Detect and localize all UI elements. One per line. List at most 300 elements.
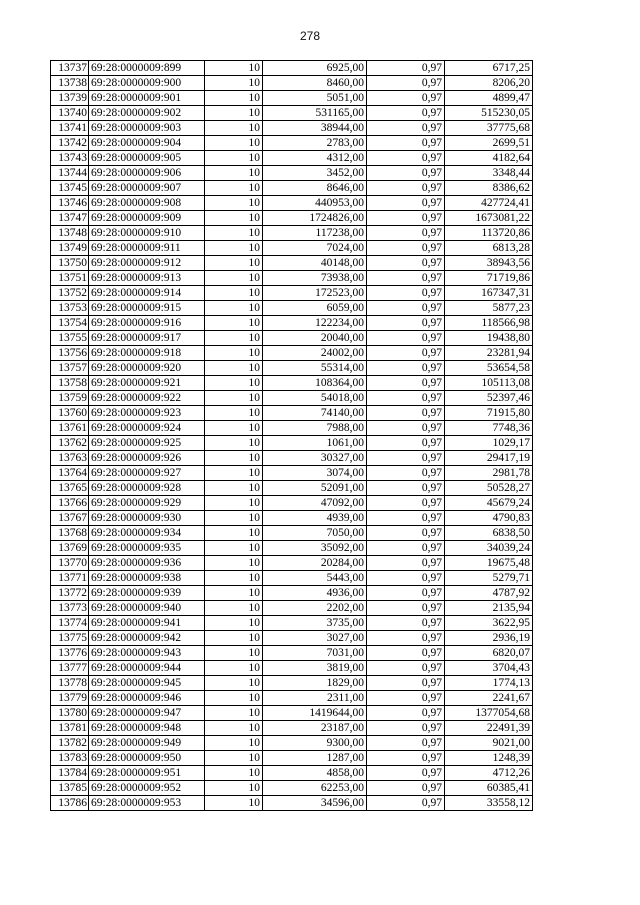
factor-cell: 0,97 <box>367 241 445 256</box>
table-row <box>51 421 533 436</box>
factor-cell: 0,97 <box>367 76 445 91</box>
result-cell: 19438,80 <box>445 331 533 346</box>
cadastral-number-cell: 69:28:0000009:948 <box>89 721 205 736</box>
result-cell: 34039,24 <box>445 541 533 556</box>
row-number-cell: 13759 <box>51 391 89 406</box>
cadastral-number-cell: 69:28:0000009:952 <box>89 781 205 796</box>
coefficient-cell: 10 <box>205 601 263 616</box>
result-cell: 23281,94 <box>445 346 533 361</box>
table-row <box>51 436 533 451</box>
result-cell: 71915,80 <box>445 406 533 421</box>
table-row <box>51 406 533 421</box>
table-row <box>51 181 533 196</box>
result-cell: 37775,68 <box>445 121 533 136</box>
table-row <box>51 796 533 811</box>
table-row <box>51 781 533 796</box>
factor-cell: 0,97 <box>367 676 445 691</box>
cadastral-number-cell: 69:28:0000009:934 <box>89 526 205 541</box>
factor-cell: 0,97 <box>367 406 445 421</box>
factor-cell: 0,97 <box>367 226 445 241</box>
value-cell: 5051,00 <box>263 91 367 106</box>
cadastral-number-cell: 69:28:0000009:927 <box>89 466 205 481</box>
factor-cell: 0,97 <box>367 181 445 196</box>
factor-cell: 0,97 <box>367 616 445 631</box>
table-row <box>51 466 533 481</box>
page-number: 278 <box>299 29 321 43</box>
result-cell: 38943,56 <box>445 256 533 271</box>
factor-cell: 0,97 <box>367 661 445 676</box>
row-number-cell: 13737 <box>51 61 89 76</box>
row-number-cell: 13765 <box>51 481 89 496</box>
cadastral-number-cell: 69:28:0000009:914 <box>89 286 205 301</box>
value-cell: 30327,00 <box>263 451 367 466</box>
coefficient-cell: 10 <box>205 526 263 541</box>
row-number-cell: 13744 <box>51 166 89 181</box>
value-cell: 52091,00 <box>263 481 367 496</box>
factor-cell: 0,97 <box>367 541 445 556</box>
table-row <box>51 721 533 736</box>
value-cell: 172523,00 <box>263 286 367 301</box>
table-row <box>51 376 533 391</box>
cadastral-number-cell: 69:28:0000009:901 <box>89 91 205 106</box>
result-cell: 5877,23 <box>445 301 533 316</box>
coefficient-cell: 10 <box>205 301 263 316</box>
row-number-cell: 13738 <box>51 76 89 91</box>
factor-cell: 0,97 <box>367 571 445 586</box>
coefficient-cell: 10 <box>205 271 263 286</box>
factor-cell: 0,97 <box>367 211 445 226</box>
table-row <box>51 301 533 316</box>
coefficient-cell: 10 <box>205 346 263 361</box>
value-cell: 8460,00 <box>263 76 367 91</box>
value-cell: 24002,00 <box>263 346 367 361</box>
coefficient-cell: 10 <box>205 376 263 391</box>
coefficient-cell: 10 <box>205 466 263 481</box>
row-number-cell: 13786 <box>51 796 89 811</box>
value-cell: 2311,00 <box>263 691 367 706</box>
table-row <box>51 76 533 91</box>
row-number-cell: 13756 <box>51 346 89 361</box>
value-cell: 9300,00 <box>263 736 367 751</box>
table-row <box>51 766 533 781</box>
coefficient-cell: 10 <box>205 121 263 136</box>
row-number-cell: 13754 <box>51 316 89 331</box>
factor-cell: 0,97 <box>367 361 445 376</box>
cadastral-number-cell: 69:28:0000009:911 <box>89 241 205 256</box>
row-number-cell: 13757 <box>51 361 89 376</box>
row-number-cell: 13750 <box>51 256 89 271</box>
value-cell: 1419644,00 <box>263 706 367 721</box>
cadastral-table <box>50 60 533 811</box>
value-cell: 2202,00 <box>263 601 367 616</box>
row-number-cell: 13746 <box>51 196 89 211</box>
result-cell: 3348,44 <box>445 166 533 181</box>
factor-cell: 0,97 <box>367 601 445 616</box>
row-number-cell: 13782 <box>51 736 89 751</box>
row-number-cell: 13775 <box>51 631 89 646</box>
coefficient-cell: 10 <box>205 586 263 601</box>
table-row <box>51 151 533 166</box>
row-number-cell: 13753 <box>51 301 89 316</box>
factor-cell: 0,97 <box>367 631 445 646</box>
result-cell: 60385,41 <box>445 781 533 796</box>
value-cell: 8646,00 <box>263 181 367 196</box>
table-row <box>51 211 533 226</box>
cadastral-number-cell: 69:28:0000009:925 <box>89 436 205 451</box>
row-number-cell: 13766 <box>51 496 89 511</box>
value-cell: 6925,00 <box>263 61 367 76</box>
value-cell: 5443,00 <box>263 571 367 586</box>
factor-cell: 0,97 <box>367 721 445 736</box>
row-number-cell: 13761 <box>51 421 89 436</box>
table-row <box>51 166 533 181</box>
table-row <box>51 316 533 331</box>
value-cell: 108364,00 <box>263 376 367 391</box>
row-number-cell: 13767 <box>51 511 89 526</box>
coefficient-cell: 10 <box>205 106 263 121</box>
result-cell: 2241,67 <box>445 691 533 706</box>
value-cell: 74140,00 <box>263 406 367 421</box>
row-number-cell: 13748 <box>51 226 89 241</box>
result-cell: 8206,20 <box>445 76 533 91</box>
factor-cell: 0,97 <box>367 481 445 496</box>
table-row <box>51 661 533 676</box>
table-row <box>51 331 533 346</box>
cadastral-number-cell: 69:28:0000009:909 <box>89 211 205 226</box>
table-row <box>51 256 533 271</box>
value-cell: 1061,00 <box>263 436 367 451</box>
cadastral-number-cell: 69:28:0000009:940 <box>89 601 205 616</box>
result-cell: 71719,86 <box>445 271 533 286</box>
cadastral-number-cell: 69:28:0000009:926 <box>89 451 205 466</box>
value-cell: 23187,00 <box>263 721 367 736</box>
table-row <box>51 451 533 466</box>
factor-cell: 0,97 <box>367 796 445 811</box>
result-cell: 118566,98 <box>445 316 533 331</box>
value-cell: 440953,00 <box>263 196 367 211</box>
cadastral-number-cell: 69:28:0000009:906 <box>89 166 205 181</box>
coefficient-cell: 10 <box>205 226 263 241</box>
coefficient-cell: 10 <box>205 421 263 436</box>
result-cell: 33558,12 <box>445 796 533 811</box>
factor-cell: 0,97 <box>367 706 445 721</box>
table-row <box>51 226 533 241</box>
factor-cell: 0,97 <box>367 466 445 481</box>
result-cell: 4182,64 <box>445 151 533 166</box>
row-number-cell: 13773 <box>51 601 89 616</box>
row-number-cell: 13768 <box>51 526 89 541</box>
factor-cell: 0,97 <box>367 121 445 136</box>
value-cell: 73938,00 <box>263 271 367 286</box>
row-number-cell: 13778 <box>51 676 89 691</box>
coefficient-cell: 10 <box>205 406 263 421</box>
factor-cell: 0,97 <box>367 91 445 106</box>
result-cell: 4899,47 <box>445 91 533 106</box>
coefficient-cell: 10 <box>205 616 263 631</box>
value-cell: 1724826,00 <box>263 211 367 226</box>
table-row <box>51 736 533 751</box>
row-number-cell: 13769 <box>51 541 89 556</box>
factor-cell: 0,97 <box>367 496 445 511</box>
result-cell: 3704,43 <box>445 661 533 676</box>
row-number-cell: 13740 <box>51 106 89 121</box>
coefficient-cell: 10 <box>205 556 263 571</box>
value-cell: 4936,00 <box>263 586 367 601</box>
factor-cell: 0,97 <box>367 106 445 121</box>
row-number-cell: 13755 <box>51 331 89 346</box>
result-cell: 4712,26 <box>445 766 533 781</box>
value-cell: 7031,00 <box>263 646 367 661</box>
table-row <box>51 196 533 211</box>
row-number-cell: 13760 <box>51 406 89 421</box>
value-cell: 3735,00 <box>263 616 367 631</box>
table-row <box>51 511 533 526</box>
row-number-cell: 13763 <box>51 451 89 466</box>
result-cell: 52397,46 <box>445 391 533 406</box>
value-cell: 55314,00 <box>263 361 367 376</box>
result-cell: 2699,51 <box>445 136 533 151</box>
table-body <box>51 61 533 811</box>
coefficient-cell: 10 <box>205 631 263 646</box>
coefficient-cell: 10 <box>205 571 263 586</box>
result-cell: 1248,39 <box>445 751 533 766</box>
coefficient-cell: 10 <box>205 691 263 706</box>
result-cell: 5279,71 <box>445 571 533 586</box>
factor-cell: 0,97 <box>367 766 445 781</box>
table-row <box>51 391 533 406</box>
value-cell: 7024,00 <box>263 241 367 256</box>
coefficient-cell: 10 <box>205 61 263 76</box>
result-cell: 53654,58 <box>445 361 533 376</box>
result-cell: 29417,19 <box>445 451 533 466</box>
row-number-cell: 13751 <box>51 271 89 286</box>
factor-cell: 0,97 <box>367 646 445 661</box>
result-cell: 6820,07 <box>445 646 533 661</box>
value-cell: 20040,00 <box>263 331 367 346</box>
cadastral-number-cell: 69:28:0000009:907 <box>89 181 205 196</box>
cadastral-number-cell: 69:28:0000009:929 <box>89 496 205 511</box>
result-cell: 6813,28 <box>445 241 533 256</box>
result-cell: 515230,05 <box>445 106 533 121</box>
value-cell: 3027,00 <box>263 631 367 646</box>
factor-cell: 0,97 <box>367 346 445 361</box>
cadastral-number-cell: 69:28:0000009:920 <box>89 361 205 376</box>
result-cell: 8386,62 <box>445 181 533 196</box>
value-cell: 531165,00 <box>263 106 367 121</box>
row-number-cell: 13764 <box>51 466 89 481</box>
row-number-cell: 13758 <box>51 376 89 391</box>
result-cell: 19675,48 <box>445 556 533 571</box>
row-number-cell: 13784 <box>51 766 89 781</box>
row-number-cell: 13781 <box>51 721 89 736</box>
factor-cell: 0,97 <box>367 436 445 451</box>
coefficient-cell: 10 <box>205 721 263 736</box>
coefficient-cell: 10 <box>205 766 263 781</box>
value-cell: 62253,00 <box>263 781 367 796</box>
result-cell: 167347,31 <box>445 286 533 301</box>
factor-cell: 0,97 <box>367 286 445 301</box>
row-number-cell: 13770 <box>51 556 89 571</box>
factor-cell: 0,97 <box>367 136 445 151</box>
result-cell: 105113,08 <box>445 376 533 391</box>
value-cell: 4312,00 <box>263 151 367 166</box>
coefficient-cell: 10 <box>205 751 263 766</box>
coefficient-cell: 10 <box>205 541 263 556</box>
cadastral-number-cell: 69:28:0000009:945 <box>89 676 205 691</box>
factor-cell: 0,97 <box>367 61 445 76</box>
cadastral-number-cell: 69:28:0000009:923 <box>89 406 205 421</box>
value-cell: 47092,00 <box>263 496 367 511</box>
coefficient-cell: 10 <box>205 316 263 331</box>
cadastral-number-cell: 69:28:0000009:944 <box>89 661 205 676</box>
coefficient-cell: 10 <box>205 151 263 166</box>
coefficient-cell: 10 <box>205 646 263 661</box>
cadastral-number-cell: 69:28:0000009:899 <box>89 61 205 76</box>
result-cell: 3622,95 <box>445 616 533 631</box>
table-row <box>51 751 533 766</box>
coefficient-cell: 10 <box>205 76 263 91</box>
table-row <box>51 556 533 571</box>
coefficient-cell: 10 <box>205 286 263 301</box>
result-cell: 1673081,22 <box>445 211 533 226</box>
value-cell: 2783,00 <box>263 136 367 151</box>
table-row <box>51 106 533 121</box>
cadastral-number-cell: 69:28:0000009:939 <box>89 586 205 601</box>
factor-cell: 0,97 <box>367 556 445 571</box>
coefficient-cell: 10 <box>205 91 263 106</box>
coefficient-cell: 10 <box>205 331 263 346</box>
table-row <box>51 571 533 586</box>
result-cell: 7748,36 <box>445 421 533 436</box>
table-row <box>51 526 533 541</box>
cadastral-number-cell: 69:28:0000009:947 <box>89 706 205 721</box>
result-cell: 427724,41 <box>445 196 533 211</box>
table-row <box>51 616 533 631</box>
cadastral-number-cell: 69:28:0000009:900 <box>89 76 205 91</box>
value-cell: 4939,00 <box>263 511 367 526</box>
cadastral-number-cell: 69:28:0000009:949 <box>89 736 205 751</box>
factor-cell: 0,97 <box>367 316 445 331</box>
coefficient-cell: 10 <box>205 661 263 676</box>
value-cell: 35092,00 <box>263 541 367 556</box>
factor-cell: 0,97 <box>367 586 445 601</box>
row-number-cell: 13739 <box>51 91 89 106</box>
cadastral-number-cell: 69:28:0000009:913 <box>89 271 205 286</box>
table-row <box>51 61 533 76</box>
coefficient-cell: 10 <box>205 241 263 256</box>
cadastral-number-cell: 69:28:0000009:912 <box>89 256 205 271</box>
cadastral-number-cell: 69:28:0000009:915 <box>89 301 205 316</box>
table-row <box>51 241 533 256</box>
coefficient-cell: 10 <box>205 676 263 691</box>
row-number-cell: 13743 <box>51 151 89 166</box>
factor-cell: 0,97 <box>367 751 445 766</box>
coefficient-cell: 10 <box>205 781 263 796</box>
value-cell: 1829,00 <box>263 676 367 691</box>
result-cell: 22491,39 <box>445 721 533 736</box>
row-number-cell: 13777 <box>51 661 89 676</box>
cadastral-number-cell: 69:28:0000009:946 <box>89 691 205 706</box>
value-cell: 3074,00 <box>263 466 367 481</box>
cadastral-number-cell: 69:28:0000009:935 <box>89 541 205 556</box>
value-cell: 40148,00 <box>263 256 367 271</box>
value-cell: 54018,00 <box>263 391 367 406</box>
result-cell: 9021,00 <box>445 736 533 751</box>
result-cell: 113720,86 <box>445 226 533 241</box>
factor-cell: 0,97 <box>367 421 445 436</box>
coefficient-cell: 10 <box>205 391 263 406</box>
table-row <box>51 691 533 706</box>
factor-cell: 0,97 <box>367 511 445 526</box>
result-cell: 6717,25 <box>445 61 533 76</box>
cadastral-number-cell: 69:28:0000009:942 <box>89 631 205 646</box>
coefficient-cell: 10 <box>205 211 263 226</box>
result-cell: 6838,50 <box>445 526 533 541</box>
table-row <box>51 631 533 646</box>
factor-cell: 0,97 <box>367 301 445 316</box>
row-number-cell: 13749 <box>51 241 89 256</box>
row-number-cell: 13774 <box>51 616 89 631</box>
value-cell: 122234,00 <box>263 316 367 331</box>
table-row <box>51 136 533 151</box>
cadastral-number-cell: 69:28:0000009:941 <box>89 616 205 631</box>
result-cell: 1029,17 <box>445 436 533 451</box>
row-number-cell: 13745 <box>51 181 89 196</box>
factor-cell: 0,97 <box>367 271 445 286</box>
row-number-cell: 13776 <box>51 646 89 661</box>
coefficient-cell: 10 <box>205 796 263 811</box>
table-row <box>51 286 533 301</box>
result-cell: 4787,92 <box>445 586 533 601</box>
coefficient-cell: 10 <box>205 136 263 151</box>
factor-cell: 0,97 <box>367 151 445 166</box>
cadastral-number-cell: 69:28:0000009:905 <box>89 151 205 166</box>
row-number-cell: 13752 <box>51 286 89 301</box>
table-row <box>51 586 533 601</box>
cadastral-number-cell: 69:28:0000009:922 <box>89 391 205 406</box>
cadastral-number-cell: 69:28:0000009:950 <box>89 751 205 766</box>
cadastral-number-cell: 69:28:0000009:902 <box>89 106 205 121</box>
cadastral-number-cell: 69:28:0000009:928 <box>89 481 205 496</box>
row-number-cell: 13772 <box>51 586 89 601</box>
cadastral-number-cell: 69:28:0000009:903 <box>89 121 205 136</box>
value-cell: 4858,00 <box>263 766 367 781</box>
coefficient-cell: 10 <box>205 481 263 496</box>
value-cell: 3819,00 <box>263 661 367 676</box>
table-row <box>51 601 533 616</box>
row-number-cell: 13741 <box>51 121 89 136</box>
table-row <box>51 91 533 106</box>
table-row <box>51 481 533 496</box>
factor-cell: 0,97 <box>367 691 445 706</box>
cadastral-number-cell: 69:28:0000009:916 <box>89 316 205 331</box>
row-number-cell: 13783 <box>51 751 89 766</box>
result-cell: 50528,27 <box>445 481 533 496</box>
coefficient-cell: 10 <box>205 256 263 271</box>
coefficient-cell: 10 <box>205 706 263 721</box>
coefficient-cell: 10 <box>205 166 263 181</box>
coefficient-cell: 10 <box>205 361 263 376</box>
coefficient-cell: 10 <box>205 511 263 526</box>
row-number-cell: 13780 <box>51 706 89 721</box>
cadastral-number-cell: 69:28:0000009:953 <box>89 796 205 811</box>
table-row <box>51 541 533 556</box>
cadastral-number-cell: 69:28:0000009:930 <box>89 511 205 526</box>
cadastral-number-cell: 69:28:0000009:904 <box>89 136 205 151</box>
value-cell: 34596,00 <box>263 796 367 811</box>
table-row <box>51 361 533 376</box>
cadastral-number-cell: 69:28:0000009:908 <box>89 196 205 211</box>
